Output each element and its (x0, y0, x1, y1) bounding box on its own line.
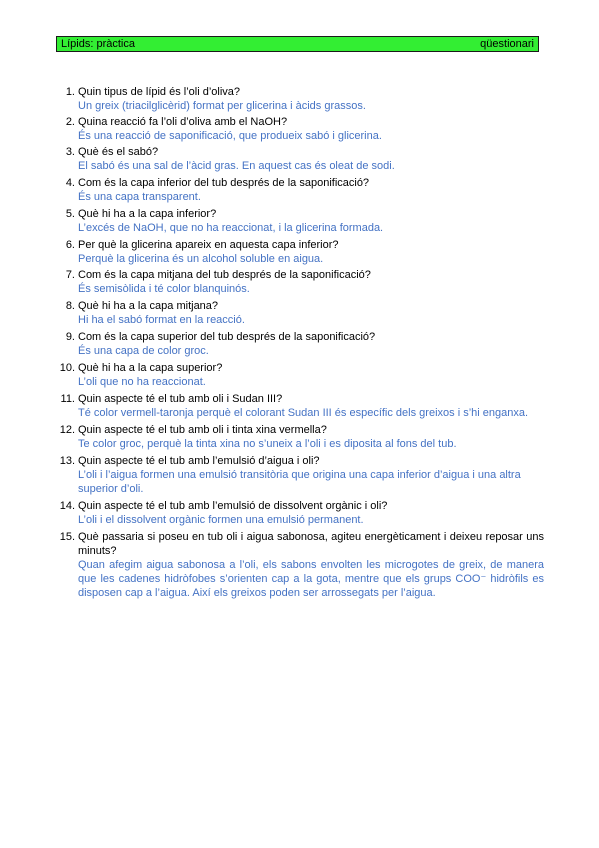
question-item (58, 499, 544, 527)
question-number: 1. (65, 86, 75, 98)
answer-text: L’excés de NaOH, que no ha reaccionat, i la glicerina formada. (78, 222, 384, 234)
question-item (58, 361, 544, 389)
question-item (58, 115, 544, 143)
question-number: 13. (59, 455, 75, 467)
question-number: 5. (65, 208, 75, 220)
answer-text: És semisòlida i té color blanquinós. (78, 283, 250, 295)
answer-text: L’oli i el dissolvent orgànic formen una emulsió permanent. (78, 514, 364, 526)
answer-text: És una capa de color groc. (78, 345, 209, 357)
question-item (58, 392, 544, 420)
question-item (58, 330, 544, 358)
answer-text: Perquè la glicerina és un alcohol soluble en aigua. (78, 253, 324, 265)
question-number: 14. (59, 500, 75, 512)
question-number: 4. (65, 177, 75, 189)
question-text: Què hi ha a la capa inferior? (78, 208, 217, 220)
question-text: Què hi ha a la capa mitjana? (78, 300, 219, 312)
question-number: 8. (65, 300, 75, 312)
question-text: Què passaria si poseu en tub oli i aigua sabonosa, agiteu energèticament i deixeu reposar uns minuts? (78, 531, 544, 557)
question-item (58, 454, 544, 496)
question-number: 9. (65, 331, 75, 343)
question-number: 7. (65, 269, 75, 281)
question-item (58, 268, 544, 296)
question-list (58, 85, 544, 600)
header-bar (56, 36, 539, 52)
question-text: Quina reacció fa l’oli d’oliva amb el NaOH? (78, 116, 288, 128)
question-number: 15. (59, 531, 75, 543)
question-number: 12. (59, 424, 75, 436)
question-number: 3. (65, 146, 75, 158)
question-item (58, 176, 544, 204)
question-number: 10. (59, 362, 75, 374)
question-number: 2. (65, 116, 75, 128)
question-text: Com és la capa inferior del tub després de la saponificació? (78, 177, 370, 189)
header-subtitle: qüestionari (480, 38, 534, 50)
question-item (58, 530, 544, 600)
question-text: Com és la capa mitjana del tub després de la saponificació? (78, 269, 371, 281)
question-item (58, 238, 544, 266)
answer-text: El sabó és una sal de l’àcid gras. En aquest cas és oleat de sodi. (78, 160, 395, 172)
answer-text: És una reacció de saponificació, que produeix sabó i glicerina. (78, 130, 382, 142)
answer-text: L’oli i l’aigua formen una emulsió transitòria que origina una capa inferior d’aigua i una altra superior d’oli. (78, 469, 521, 495)
question-text: Quin aspecte té el tub amb oli i Sudan III? (78, 393, 283, 405)
question-item (58, 299, 544, 327)
question-text: Quin aspecte té el tub amb l’emulsió de dissolvent orgànic i oli? (78, 500, 388, 512)
answer-text: Un greix (triacilglicèrid) format per glicerina i àcids grassos. (78, 100, 366, 112)
question-item (58, 145, 544, 173)
question-number: 11. (60, 393, 75, 405)
header-title: Lípids: pràctica (61, 38, 135, 50)
question-text: Per què la glicerina apareix en aquesta capa inferior? (78, 239, 339, 251)
answer-text: Quan afegim aigua sabonosa a l’oli, els sabons envolten les microgotes de greix, de manera que les cadenes hidròfobes s’orienten cap a la gota, mentre que els grups COO⁻ hidròfils es disposen cap a l’aigua. Així els greixos poden ser arrossegats per l’aigua. (78, 559, 544, 599)
question-text: Quin tipus de lípid és l’oli d’oliva? (78, 86, 241, 98)
question-text: Què és el sabó? (78, 146, 159, 158)
question-number: 6. (65, 239, 75, 251)
question-text: Quin aspecte té el tub amb oli i tinta xina vermella? (78, 424, 327, 436)
question-text: Quin aspecte té el tub amb l’emulsió d’aigua i oli? (78, 455, 320, 467)
question-text: Com és la capa superior del tub després de la saponificació? (78, 331, 376, 343)
answer-text: És una capa transparent. (78, 191, 201, 203)
question-item (58, 423, 544, 451)
answer-text: L’oli que no ha reaccionat. (78, 376, 206, 388)
answer-text: Hi ha el sabó format en la reacció. (78, 314, 245, 326)
answer-text: Té color vermell-taronja perquè el colorant Sudan III és específic dels greixos i s’hi enganxa. (78, 407, 529, 419)
answer-text: Te color groc, perquè la tinta xina no s’uneix a l’oli i es diposita al fons del tub. (78, 438, 457, 450)
question-text: Què hi ha a la capa superior? (78, 362, 223, 374)
question-item (58, 207, 544, 235)
question-item (58, 85, 544, 113)
